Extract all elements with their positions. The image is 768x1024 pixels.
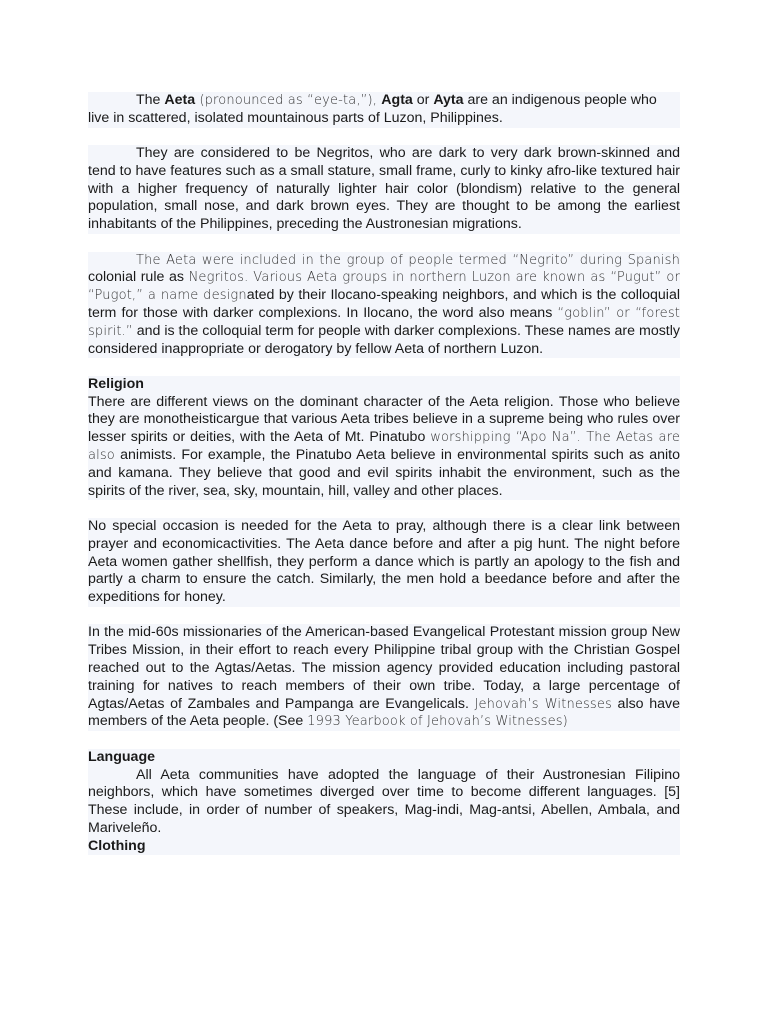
colonial-text-4: ated by their Ilocano-speaking neighbors, and which is the colloquial term for those with darker complexions. In Ilocano, the word also means bbox=[88, 287, 680, 321]
colonial-text-1: The Aeta were included in the group of people termed “Negrito” during Spanish bbox=[136, 252, 680, 268]
mission-text-3: also have members of the Aeta people. (See bbox=[88, 695, 680, 730]
clothing-heading: Clothing bbox=[88, 838, 680, 856]
term-ayta: Ayta bbox=[433, 92, 464, 108]
term-aeta: Aeta bbox=[164, 92, 196, 108]
language-heading: Language bbox=[88, 749, 680, 767]
mission-text-2: Jehovah’s Witnesses bbox=[474, 696, 612, 712]
negritos-paragraph: They are considered to be Negritos, who are dark to very dark brown-skinned and tend to have features such as a small stature, small frame, curly to kinky afro-like textured hair with a higher frequency of naturally lighter hair color (blondism) relative to the general population, small nose, and dark brown eyes. They are thought to be among the earliest inhabitants of the Philippines, preceding the Austronesian migrations. bbox=[88, 145, 680, 233]
religion-paragraph-1 bbox=[88, 394, 680, 501]
colonial-text-2: colonial rule as bbox=[88, 269, 189, 286]
term-agta: Agta bbox=[381, 92, 413, 108]
religion-paragraph-3 bbox=[88, 624, 680, 731]
intro-text-1: The bbox=[136, 92, 165, 108]
religion-heading: Religion bbox=[88, 376, 680, 394]
document-body bbox=[88, 92, 680, 855]
intro-text-3: are an indigenous people who live in scattered, isolated mountainous parts of Luzon, Philippines. bbox=[88, 92, 657, 126]
intro-paragraph bbox=[88, 92, 680, 128]
colonial-text-6: and is the colloquial term for people with darker complexions. These names are mostly considered inappropriate or derogatory by fellow Aeta of northern Luzon. bbox=[88, 322, 680, 357]
religion-text-3: animists. For example, the Pinatubo Aeta believe in environmental spirits such as anito and kamana. They believe that good and evil spirits inhabit the environment, such as the spirits of the river, sea, sky, mountain, hill, valley and other places. bbox=[88, 447, 680, 499]
religion-text-2: worshipping “Apo Na”. The Aetas are also bbox=[88, 430, 680, 464]
mission-text-1: In the mid-60s missionaries of the American-based Evangelical Protestant mission group New Tribes Mission, in their effort to reach every Philippine tribal group with the Christian Gospel reached out to the Agtas/Aetas. The mission agency provided education including pastoral training for natives to reach members of their own tribe. Today, a large percentage of Agtas/Aetas of Zambales and Pampanga are Evangelicals. bbox=[88, 624, 680, 712]
intro-text-2: or bbox=[412, 92, 434, 108]
colonial-paragraph bbox=[88, 252, 680, 359]
pronunciation-note: (pronounced as “eye-ta,”), bbox=[195, 93, 382, 108]
religion-paragraph-2: No special occasion is needed for the Aeta to pray, although there is a clear link between prayer and economicactivities. The Aeta dance before and after a pig hunt. The night before Aeta women gather shellfish, they perform a dance which is partly an apology to the fish and partly a charm to ensure the catch. Similarly, the men hold a beedance before and after the expeditions for honey. bbox=[88, 517, 680, 606]
colonial-text-3: Negritos. Various Aeta groups in northern Luzon are known as “Pugut” or “Pugot,” a name design bbox=[88, 270, 680, 304]
colonial-text-5: “goblin” or “forest spirit.” bbox=[88, 305, 680, 339]
language-paragraph: All Aeta communities have adopted the language of their Austronesian Filipino neighbors, which have sometimes diverged over time to become different languages. [5] These include, in order of number of speakers, Mag-indi, Mag-antsi, Abellen, Ambala, and Mariveleño. bbox=[88, 766, 680, 836]
mission-text-4: 1993 Yearbook of Jehovah’s Witnesses) bbox=[307, 714, 568, 730]
religion-text-1: There are different views on the dominant character of the Aeta religion. Those who believe they are monotheisticargue that various Aeta tribes believe in a supreme being who rules over lesser spirits or deities, with the Aeta of Mt. Pinatubo bbox=[88, 393, 680, 446]
